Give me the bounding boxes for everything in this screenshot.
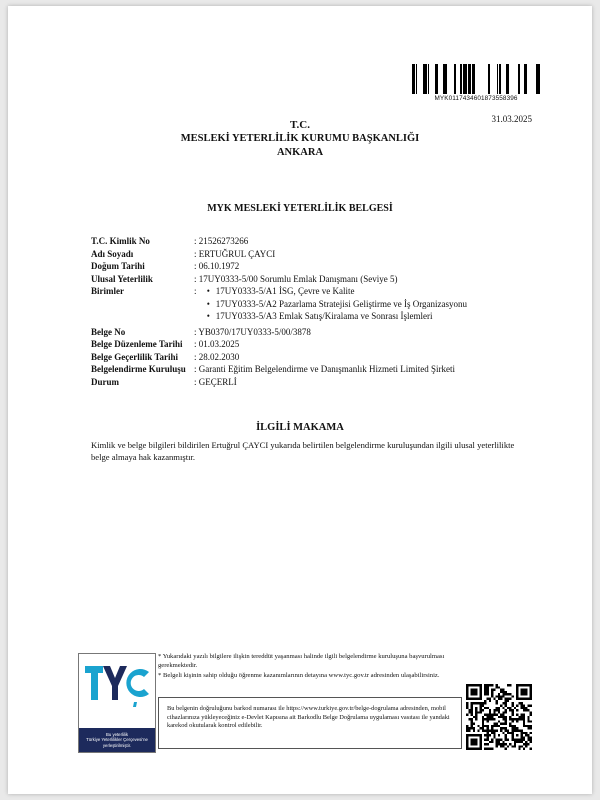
header-city: ANKARA <box>276 147 324 158</box>
tyc-logo <box>78 653 156 753</box>
name-label: Adı Soyadı <box>91 248 134 259</box>
tyc-logo-icon <box>83 658 151 720</box>
unit-item: • 17UY0333-5/A1 İSG, Çevre ve Kalite <box>207 285 467 298</box>
issue-date-value: : 01.03.2025 <box>194 339 240 349</box>
validity-value: : 28.02.2030 <box>194 351 240 362</box>
certification-body-value: : Garanti Eğitim Belgelendirme ve Danışmanlık Hizmeti Limited Şirketi <box>194 364 455 374</box>
header-country: T.C. <box>290 119 310 131</box>
info-row-tc <box>91 235 551 248</box>
info-row-name <box>91 248 551 261</box>
units-value <box>194 285 551 323</box>
barcode-image <box>412 64 540 94</box>
tyc-band-line: yerleştirilmiştir. <box>102 742 132 748</box>
info-row-birth <box>91 260 551 273</box>
units-list <box>199 285 467 323</box>
info-row-body <box>91 363 551 376</box>
section-title: İLGİLİ MAKAMA <box>256 422 344 433</box>
birth-label: Doğum Tarihi <box>91 261 145 271</box>
certificate-page <box>8 6 592 794</box>
document-title: MYK MESLEKİ YETERLİLİK BELGESİ <box>207 203 393 214</box>
qualification-label: Ulusal Yeterlilik <box>91 273 153 284</box>
footnote: * Belgeli kişinin sahip olduğu öğrenme kazanımlarının detayına www.tyc.gov.tr adresinden ulaşabilirsiniz. <box>158 672 440 680</box>
barcode-number: MYK0117434601873558396 <box>434 95 518 102</box>
cert-no-label: Belge No <box>91 326 126 337</box>
footnote: * Yukarıdaki yazılı bilgilere ilişkin tereddüt yaşanması halinde ilgili belgelendirme kuruluşuna başvurulması gerekmektedir. <box>158 653 445 669</box>
tyc-band-line: Türkiye Yeterlilikler Çerçevesi'ne <box>86 737 148 743</box>
status-value: : GEÇERLİ <box>194 376 237 387</box>
issue-date-label: Belge Düzenleme Tarihi <box>91 339 183 349</box>
unit-item: • 17UY0333-5/A2 Pazarlama Stratejisi Geliştirme ve İş Organizasyonu <box>207 298 467 311</box>
info-row-validity <box>91 351 551 364</box>
tc-value: : 21526273266 <box>194 236 249 246</box>
unit-item: • 17UY0333-5/A3 Emlak Satış/Kiralama ve Sonrası İşlemleri <box>207 310 467 323</box>
tyc-logo-band <box>79 728 155 752</box>
units-colon: : <box>194 286 197 296</box>
qr-code <box>466 684 532 750</box>
footnotes <box>158 653 448 683</box>
tc-label: T.C. Kimlik No <box>91 236 150 246</box>
info-row-status <box>91 376 551 389</box>
validity-label: Belge Geçerlilik Tarihi <box>91 351 178 362</box>
birth-value: : 06.10.1972 <box>194 261 240 271</box>
certification-body-label: Belgelendirme Kuruluşu <box>91 364 186 374</box>
body-paragraph: Kimlik ve belge bilgileri bildirilen Ertuğrul ÇAYCI yukarıda belirtilen belgelendirme kuruluşundan ilgili ulusal yeterlilikte belge almaya hak kazanmıştır. <box>91 440 515 462</box>
name-value: : ERTUĞRUL ÇAYCI <box>194 248 276 259</box>
tyc-band-line: Bu yeterlilik <box>106 731 128 737</box>
qualification-value: : 17UY0333-5/00 Sorumlu Emlak Danışmanı (Seviye 5) <box>194 273 398 284</box>
cert-no-value: : YB0370/17UY0333-5/00/3878 <box>194 326 311 337</box>
certificate-info <box>91 235 551 388</box>
info-row-units <box>91 285 551 323</box>
verification-box: Bu belgenin doğruluğunu barkod numarası ile https://www.turkiye.gov.tr/belge-dogrulama adresinden, mobil cihazlarınıza yükleyeceğiniz e-Devlet Kapısına ait Barkodlu Belge Doğrulama uygulaması vasıtası ile yandaki karekod okutularak kontrol edilebilir. <box>158 697 462 749</box>
barcode <box>412 64 540 102</box>
status-label: Durum <box>91 376 120 387</box>
units-label: Birimler <box>91 286 124 296</box>
info-row-qualification <box>91 273 551 286</box>
info-row-cert-no <box>91 326 551 339</box>
print-date: 31.03.2025 <box>491 114 532 124</box>
header-institution: MESLEKİ YETERLİLİK KURUMU BAŞKANLIĞI <box>180 133 420 144</box>
info-row-issue-date <box>91 338 551 351</box>
